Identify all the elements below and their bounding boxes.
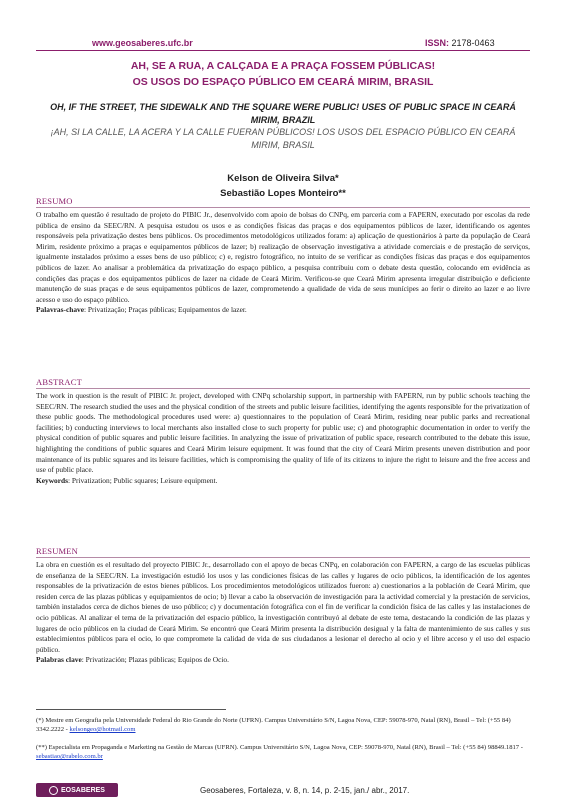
abstract-keywords-text: : Privatization; Public squares; Leisure equipment.: [68, 475, 218, 485]
abstract-text: The work in question is the result of PIBIC Jr. project, developed with CNPq scholarship support, in partnership with FAPERN, run by public schools teaching the SEEC/RN. The research studied the uses and the physical condition of the streets and public leisure facilities, identifying the agents responsible for the privatization of these public goods. The methodological procedures used were: a) questionnaires to the population of Ceará Mirim, residing near public parks and recreational facilities; b) conducting interviews to local merchants also installed close to such property for public use; c) and photographic documentation in order to verify the physical condition of public squares and public leisure facilities. In analyzing the issue of privatization of public space, research contributed to the debate this issue, highlighting the conditions of public squares and Ceará Mirim leisure equipment. It was found that the city of Ceará Mirim presents uneven distribution and poor maintenance of its public squares and its leisure facilities, which is compromising the quality of life of its citizens to injure the right to leisure and the free access and use of public place.: [36, 391, 530, 475]
author-1: Kelson de Oliveira Silva*: [227, 173, 339, 184]
resumen-heading: RESUMEN: [36, 546, 79, 556]
resumen-keywords-text: : Privatización; Plazas públicas; Equipos de Ocio.: [81, 655, 229, 665]
abstract-rule: [36, 388, 530, 389]
footnote-1-text: (*) Mestre em Geografia pela Universidade Federal do Rio Grande do Norte (UFRN). Campus Universitário S/N, Lagoa Nova, CEP: 59078-970, Natal (RN), Brasil – Tel: (+55 84) 3342.2222 -: [36, 717, 511, 733]
journal-url[interactable]: www.geosaberes.ufc.br: [92, 38, 193, 48]
footnote-divider: [36, 709, 226, 710]
abstract-keywords-label: Keywords: [36, 475, 69, 485]
logo-text: EOSABERES: [61, 786, 105, 794]
resumo-section: [36, 196, 530, 316]
resumo-rule: [36, 207, 530, 208]
resumen-text: La obra en cuestión es el resultado del proyecto PIBIC Jr., desarrollado con el apoyo de becas CNPq, en colaboración con FAPERN, a cargo de las escuelas públicas de enseñanza de la SEEC/RN. La investigación estudió los usos y las condiciones físicas de las calles y lugares de ocio públicos, la identificación de los agentes responsables de la privatización de estos bienes públicos. Los procedimientos metodológicos utilizados fueron: a) cuestionarios a la población de Ceará Mirim, que residen cerca de las plazas públicas y equipamientos de ocio; b) llevar a cabo la observación de investigación para la actividad comercial y la prestación de servicios, también instalados cerca de dichos bienes de uso público; c) y documentación fotográfica con el fin de verificar la condición física de las calles y las instalaciones de ocio públicas. Al analizar el tema de la privatización del espacio público, la investigación contribuyó al debate de este tema, destacando la condición de las plazas y lugares de ocio públicos en la ciudad de Ceará Mirim. Se encontró que Ceará Mirim presenta la distribución desigual y la falta de mantenimiento de sus calles y sus establecimientos públicos para el ocio, lo que compromete la calidad de vida de sus ciudadanos a lesionar el derecho al ocio y el libre acceso y el uso del espacio público.: [36, 560, 530, 654]
issn: [425, 38, 495, 48]
resumen-section: [36, 546, 530, 666]
footnote-2-text: (**) Especialista em Propaganda e Marketing na Gestão de Marcas (UFRN). Campus Universitário S/N, Lagoa Nova, CEP: 59078-970, Natal (RN), Brasil – Tel: (+55 84) 98849.1817 -: [36, 744, 523, 751]
issn-label: ISSN:: [425, 38, 450, 48]
resumo-keywords: [36, 305, 530, 316]
resumo-keywords-label: Palavras-chave: [36, 305, 85, 315]
title-pt-line2: OS USOS DO ESPAÇO PÚBLICO EM CEARÁ MIRIM, BRASIL: [132, 76, 434, 88]
author-2: Sebastião Lopes Monteiro**: [220, 188, 346, 199]
geosaberes-logo: [36, 783, 118, 797]
footnote-1: [36, 716, 530, 734]
title-portuguese: [36, 58, 530, 90]
footnote-2: [36, 743, 530, 761]
title-spanish: ¡AH, SI LA CALLE, LA ACERA Y LA CALLE FUERAN PÚBLICOS! LOS USOS DEL ESPACIO PÚBLICO EN CEARÁ MIRIM, BRASIL: [50, 127, 516, 150]
title-english: OH, IF THE STREET, THE SIDEWALK AND THE SQUARE WERE PUBLIC! USES OF PUBLIC SPACE IN CEARÁ MIRIM, BRAZIL: [50, 102, 516, 125]
abstract-heading: ABSTRACT: [36, 377, 82, 387]
footnote-1-email[interactable]: kelsongeo@hotmail.com: [69, 726, 136, 733]
logo-g-icon: [49, 786, 58, 795]
resumo-heading: RESUMO: [36, 196, 73, 206]
footer-citation: Geosaberes, Fortaleza, v. 8, n. 14, p. 2-15, jan./ abr., 2017.: [200, 786, 410, 795]
resumo-keywords-text: : Privatização; Praças públicas; Equipamentos de lazer.: [84, 305, 247, 315]
abstract-section: [36, 377, 530, 486]
title-pt-line1: AH, SE A RUA, A CALÇADA E A PRAÇA FOSSEM PÚBLICAS!: [130, 60, 436, 72]
issn-value: 2178-0463: [451, 38, 495, 48]
resumo-text: O trabalho em questão é resultado de projeto do PIBIC Jr., desenvolvido com apoio de bolsas do CNPq, em parceria com a FAPERN, executado por escolas da rede pública de ensino da SEEC/RN. A pesquisa estudou os usos e as condições físicas das praças e dos equipamentos públicos de lazer, identificando os agentes responsáveis pela privatização destes bens públicos. Os procedimentos metodológicos utilizados foram: a) aplicação de questionários à parte da população de Ceará Mirim, residente próximo a praças e equipamentos públicos de lazer; b) realização de observação investigativa a atividade comerciais e de prestação de serviços, igualmente instalados próximo a esses bens de uso público; c) e, registro fotográfico, no intuito de se verificar as condições físicas das praças e dos equipamentos públicos de lazer. Ao analisar a problemática da privatização do espaço público, a pesquisa contribuiu com o debate desta questão, colocando em evidência as condições das praças e dos equipamentos públicos de lazer na cidade de Ceará Mirim. Verificou-se que Ceará Mirim apresenta irregular distribuição e deficiente manutenção de suas praças e de seus equipamentos públicos de lazer, comprometendo a qualidade de vida de seus munícipes ao ferir o direito ao lazer e ao livre acesso e uso do espaço público.: [36, 210, 530, 304]
header-divider: [36, 50, 530, 51]
footnote-2-email[interactable]: sebastiao@rabelo.com.br: [36, 753, 103, 760]
abstract-keywords: [36, 476, 530, 487]
resumen-keywords: [36, 655, 530, 666]
resumen-rule: [36, 557, 530, 558]
resumen-keywords-label: Palabras clave: [36, 655, 82, 665]
